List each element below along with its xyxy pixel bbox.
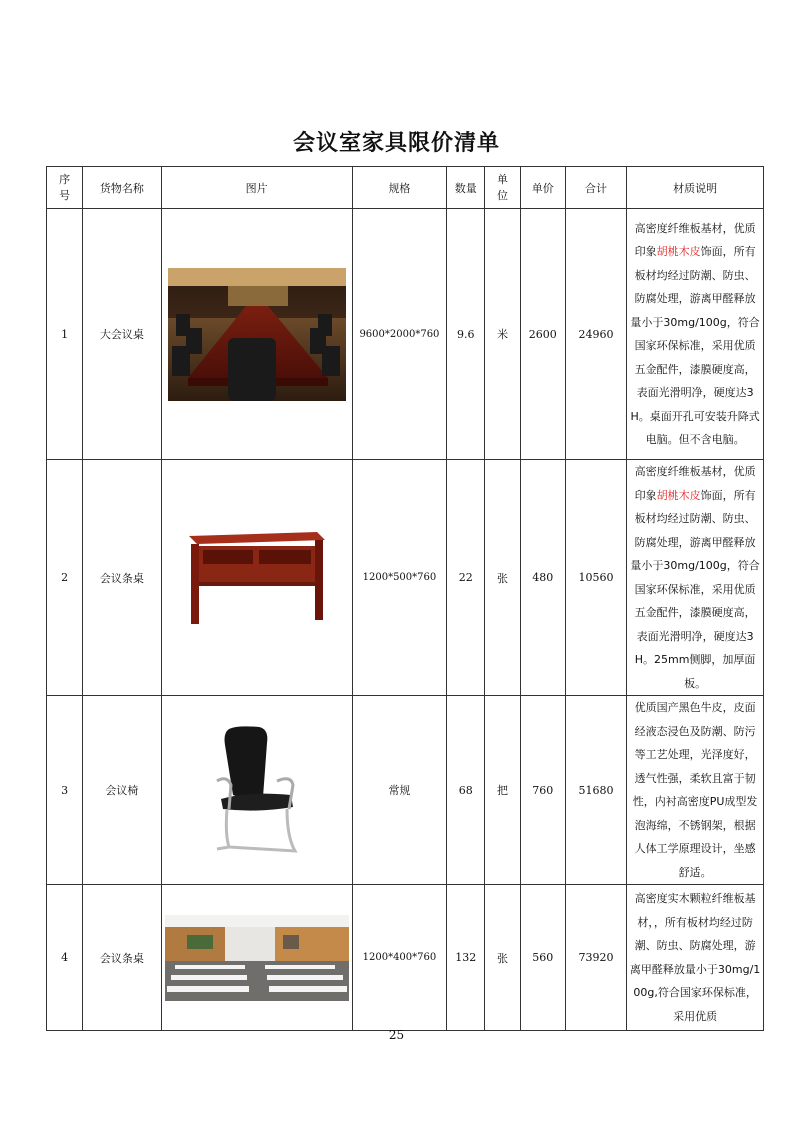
row-price: 480 bbox=[520, 460, 565, 696]
desc-text: 饰面，所有板材均经过防潮、防虫、防腐处理，游离甲醛释放量小于30mg/100g，符合国家环保标准，采用优质五金配件，漆膜硬度高，表面光滑明净，硬度达3H。桌面开孔可安装升降式电脑。但不含电脑。 bbox=[630, 245, 760, 446]
row-spec: 1200*500*760 bbox=[352, 460, 447, 696]
row-desc bbox=[627, 460, 764, 696]
row-spec: 1200*400*760 bbox=[352, 885, 447, 1031]
header-no: 序号 bbox=[47, 167, 83, 209]
row-total: 10560 bbox=[565, 460, 626, 696]
row-no: 2 bbox=[47, 460, 83, 696]
desc-text: 优质国产黑色牛皮，皮面经液态浸色及防潮、防污等工艺处理，光泽度好，透气性强，柔软且富于韧性，内衬高密度PU成型发泡海绵，不锈钢架，根据人体工学原理设计，坐感舒适。 bbox=[632, 701, 758, 879]
row-qty: 132 bbox=[447, 885, 485, 1031]
table-row bbox=[47, 209, 764, 460]
row-picture bbox=[161, 885, 352, 1031]
row-no: 1 bbox=[47, 209, 83, 460]
row-price: 560 bbox=[520, 885, 565, 1031]
header-picture: 图片 bbox=[161, 167, 352, 209]
row-desc bbox=[627, 696, 764, 885]
header-qty: 数量 bbox=[447, 167, 485, 209]
row-total: 24960 bbox=[565, 209, 626, 460]
header-spec: 规格 bbox=[352, 167, 447, 209]
header-total: 合计 bbox=[565, 167, 626, 209]
row-name: 大会议桌 bbox=[83, 209, 161, 460]
row-unit: 张 bbox=[485, 885, 520, 1031]
table-row bbox=[47, 460, 764, 696]
row-name: 会议条桌 bbox=[83, 885, 161, 1031]
row-qty: 9.6 bbox=[447, 209, 485, 460]
page-title: 会议室家具限价清单 bbox=[292, 131, 500, 156]
row-price: 2600 bbox=[520, 209, 565, 460]
desc-text: 高密度纤维板基材，优质印象 bbox=[634, 221, 756, 258]
price-table bbox=[46, 166, 764, 1031]
header-name: 货物名称 bbox=[83, 167, 161, 209]
row-total: 51680 bbox=[565, 696, 626, 885]
row-name: 会议条桌 bbox=[83, 460, 161, 696]
row-picture bbox=[161, 460, 352, 696]
row-no: 3 bbox=[47, 696, 83, 885]
table-row bbox=[47, 696, 764, 885]
row-desc bbox=[627, 885, 764, 1031]
header-price: 单价 bbox=[520, 167, 565, 209]
row-picture bbox=[161, 209, 352, 460]
row-unit: 把 bbox=[485, 696, 520, 885]
row-no: 4 bbox=[47, 885, 83, 1031]
desc-text: 饰面，所有板材均经过防潮、防虫、防腐处理，游离甲醛释放量小于30mg/100g，符合国家环保标准，采用优质五金配件，漆膜硬度高，表面光滑明净，硬度达3H。25mm侧脚，加厚面板。 bbox=[630, 488, 760, 690]
row-qty: 68 bbox=[447, 696, 485, 885]
row-name: 会议椅 bbox=[83, 696, 161, 885]
training-room-photo bbox=[165, 915, 349, 1001]
header-desc: 材质说明 bbox=[627, 167, 764, 209]
row-price: 760 bbox=[520, 696, 565, 885]
desk-photo bbox=[187, 528, 327, 628]
row-unit: 米 bbox=[485, 209, 520, 460]
table-row bbox=[47, 885, 764, 1031]
row-spec: 常规 bbox=[352, 696, 447, 885]
row-unit: 张 bbox=[485, 460, 520, 696]
table-header-row bbox=[47, 167, 764, 209]
office-chair-photo bbox=[207, 725, 307, 855]
conference-room-table-photo bbox=[168, 268, 346, 401]
row-qty: 22 bbox=[447, 460, 485, 696]
row-picture bbox=[161, 696, 352, 885]
row-desc bbox=[627, 209, 764, 460]
desc-highlight: 胡桃木皮 bbox=[656, 245, 701, 258]
page-number: 25 bbox=[388, 1028, 405, 1042]
header-unit: 单位 bbox=[485, 167, 520, 209]
desc-highlight: 胡桃木皮 bbox=[656, 488, 701, 502]
row-spec: 9600*2000*760 bbox=[352, 209, 447, 460]
row-total: 73920 bbox=[565, 885, 626, 1031]
desc-text: 高密度纤维板基材，优质印象 bbox=[634, 465, 756, 502]
desc-text: 高密度实木颗粒纤维板基材，，所有板材均经过防潮、防虫、防腐处理，游离甲醛释放量小于30mg/100g,符合国家环保标准，采用优质 bbox=[629, 892, 761, 1023]
